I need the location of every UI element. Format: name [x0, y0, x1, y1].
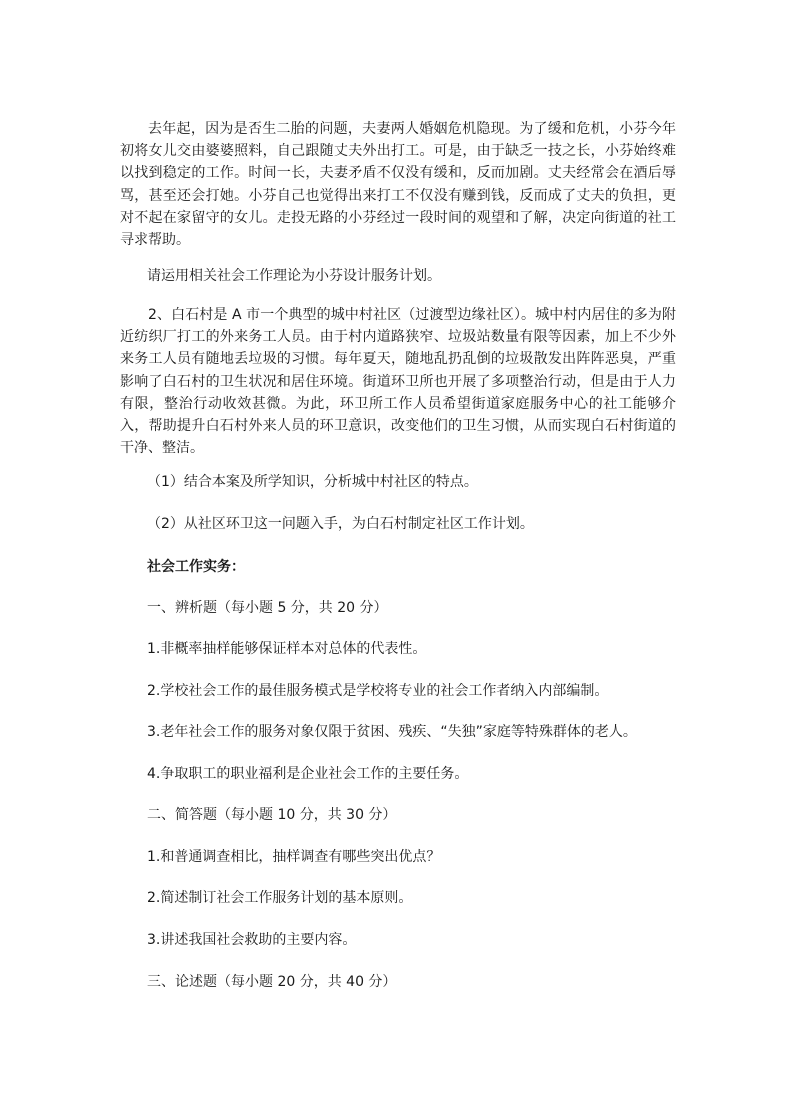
case2-question-2: （2）从社区环卫这一问题入手，为白石村制定社区工作计划。: [147, 516, 534, 532]
case2-question-1: （1）结合本案及所学知识，分析城中村社区的特点。: [147, 474, 478, 490]
case2-paragraph: 2、白石村是 A 市一个典型的城中村社区（过渡型边缘社区）。城中村内居住的多为附近纺织厂打工的外来务工人员。由于村内道路狭窄、垃圾站数量有限等因素，加上不少外来务工人员有随地丢垃圾的习惯。每年夏天，随地乱扔乱倒的垃圾散发出阵阵恶臭，严重影响了白石村的卫生状况和居住环境。街道环卫所也开展了多项整治行动，但是由于人力有限，整治行动收效甚微。为此，环卫所工作人员希望街道家庭服务中心的社工能够介入，帮助提升白石村外来人员的环卫意识，改变他们的卫生习惯，从而实现白石村街道的干净、整洁。: [120, 307, 676, 457]
part2-item-1: 1.和普通调查相比，抽样调查有哪些突出优点？: [147, 849, 441, 865]
part1-heading: 一、辨析题（每小题 5 分，共 20 分）: [147, 600, 388, 616]
part1-item-2: 2.学校社会工作的最佳服务模式是学校将专业的社会工作者纳入内部编制。: [147, 683, 609, 699]
case1-paragraph: 去年起，因为是否生二胎的问题，夫妻两人婚姻危机隐现。为了缓和危机，小芬今年初将女儿交由婆婆照料，自己跟随丈夫外出打工。可是，由于缺乏一技之长，小芬始终难以找到稳定的工作。时间一长，夫妻矛盾不仅没有缓和，反而加剧。丈夫经常会在酒后辱骂，甚至还会打她。小芬自己也觉得出来打工不仅没有赚到钱，反而成了丈夫的负担，更对不起在家留守的女儿。走投无路的小芬经过一段时间的观望和了解，决定向街道的社工寻求帮助。: [120, 121, 676, 249]
case1-question: 请运用相关社会工作理论为小芬设计服务计划。: [147, 268, 441, 284]
part2-item-3: 3.讲述我国社会救助的主要内容。: [147, 932, 357, 948]
part3-heading: 三、论述题（每小题 20 分，共 40 分）: [147, 974, 397, 990]
part2-item-2: 2.简述制订社会工作服务计划的基本原则。: [147, 890, 413, 906]
part2-heading: 二、简答题（每小题 10 分，共 30 分）: [147, 807, 397, 823]
part1-item-4: 4.争取职工的职业福利是企业社会工作的主要任务。: [147, 766, 469, 782]
section-title: 社会工作实务：: [147, 559, 245, 575]
part1-item-1: 1.非概率抽样能够保证样本对总体的代表性。: [147, 641, 427, 657]
part1-item-3: 3.老年社会工作的服务对象仅限于贫困、残疾、“失独”家庭等特殊群体的老人。: [147, 724, 637, 740]
